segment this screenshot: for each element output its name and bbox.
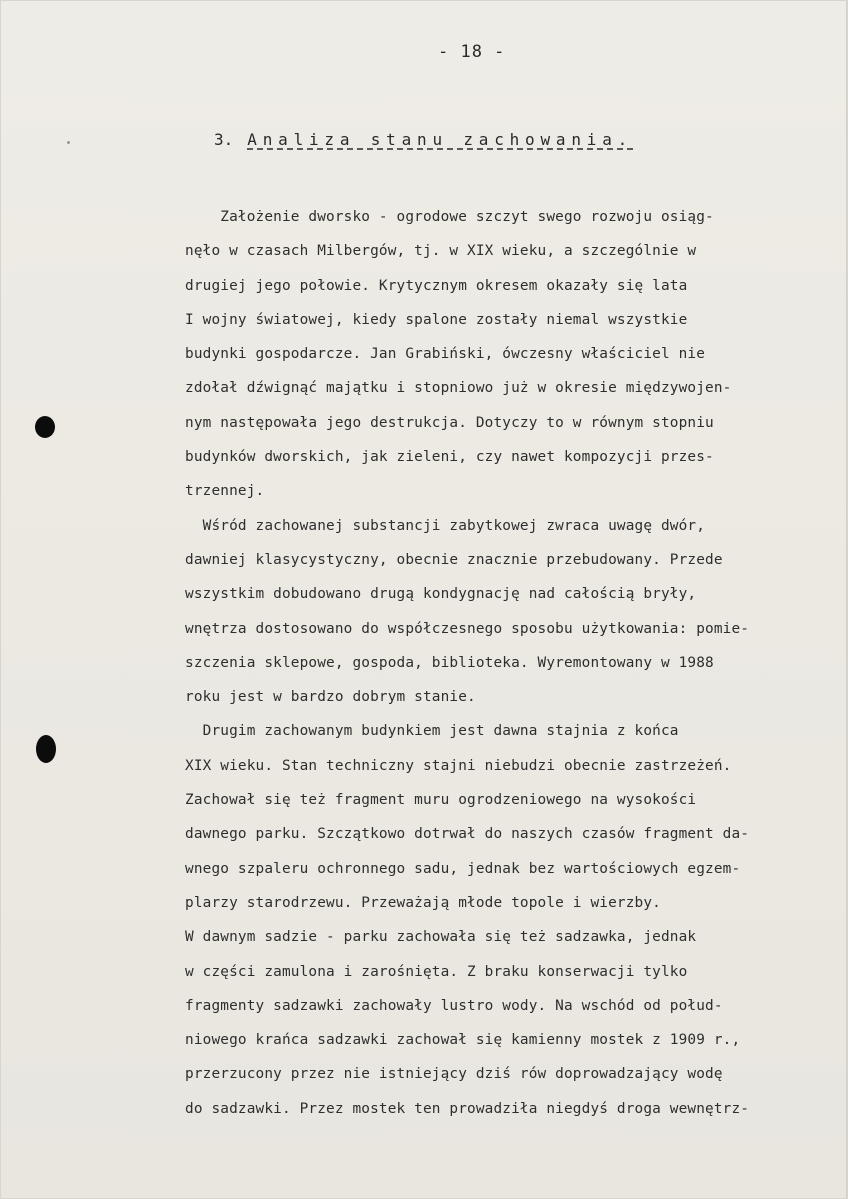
punch-hole [36, 735, 56, 763]
text-line: wnętrza dostosowano do współczesnego sposobu użytkowania: pomie- [185, 620, 750, 637]
text-line: Zachował się też fragment muru ogrodzeniowego na wysokości [185, 792, 697, 809]
text-line: dawnego parku. Szczątkowo dotrwał do naszych czasów fragment da- [185, 826, 750, 843]
section-title: Analiza stanu zachowania. [247, 130, 634, 149]
text-line: zdołał dźwignąć majątku i stopniowo już w okresie międzywojen- [185, 380, 732, 397]
section-heading [214, 130, 633, 149]
text-line: trzennej. [185, 483, 265, 500]
text-line: I wojny światowej, kiedy spalone zostały niemal wszystkie [185, 311, 688, 328]
body-text [185, 200, 835, 1126]
text-line: plarzy starodrzewu. Przeważają młode topole i wierzby. [185, 894, 661, 911]
section-number: 3. [214, 130, 234, 149]
text-line: wnego szpaleru ochronnego sadu, jednak bez wartościowych egzem- [185, 860, 741, 877]
page-number: - 18 - [438, 42, 506, 62]
text-line: nęło w czasach Milbergów, tj. w XIX wieku, a szczególnie w [185, 243, 697, 260]
text-line: przerzucony przez nie istniejący dziś rów doprowadzający wodę [185, 1066, 723, 1083]
text-line: Drugim zachowanym budynkiem jest dawna stajnia z końca [185, 723, 679, 740]
text-line: szczenia sklepowe, gospoda, biblioteka. Wyremontowany w 1988 [185, 654, 714, 671]
text-line: budynków dworskich, jak zieleni, czy nawet kompozycji przes- [185, 449, 714, 466]
text-line: w części zamulona i zarośnięta. Z braku konserwacji tylko [185, 963, 688, 980]
text-line: drugiej jego połowie. Krytycznym okresem okazały się lata [185, 277, 688, 294]
text-line: wszystkim dobudowano drugą kondygnację nad całością bryły, [185, 586, 697, 603]
text-line: nym następowała jego destrukcja. Dotyczy to w równym stopniu [185, 414, 714, 431]
paper-speck [67, 141, 70, 144]
text-line: Wśród zachowanej substancji zabytkowej zwraca uwagę dwór, [185, 517, 706, 534]
text-line: dawniej klasycystyczny, obecnie znacznie przebudowany. Przede [185, 551, 723, 568]
text-line: fragmenty sadzawki zachowały lustro wody. Na wschód od połud- [185, 997, 723, 1014]
text-line: W dawnym sadzie - parku zachowała się też sadzawka, jednak [185, 929, 697, 946]
punch-hole [35, 416, 55, 438]
text-line: roku jest w bardzo dobrym stanie. [185, 689, 476, 706]
text-line: niowego krańca sadzawki zachował się kamienny mostek z 1909 r., [185, 1032, 741, 1049]
text-line: Założenie dworsko - ogrodowe szczyt swego rozwoju osiąg- [185, 209, 714, 225]
text-line: do sadzawki. Przez mostek ten prowadziła niegdyś droga wewnętrz- [185, 1100, 750, 1117]
text-line: XIX wieku. Stan techniczny stajni niebudzi obecnie zastrzeżeń. [185, 757, 732, 774]
text-line: budynki gospodarcze. Jan Grabiński, ówczesny właściciel nie [185, 346, 706, 363]
